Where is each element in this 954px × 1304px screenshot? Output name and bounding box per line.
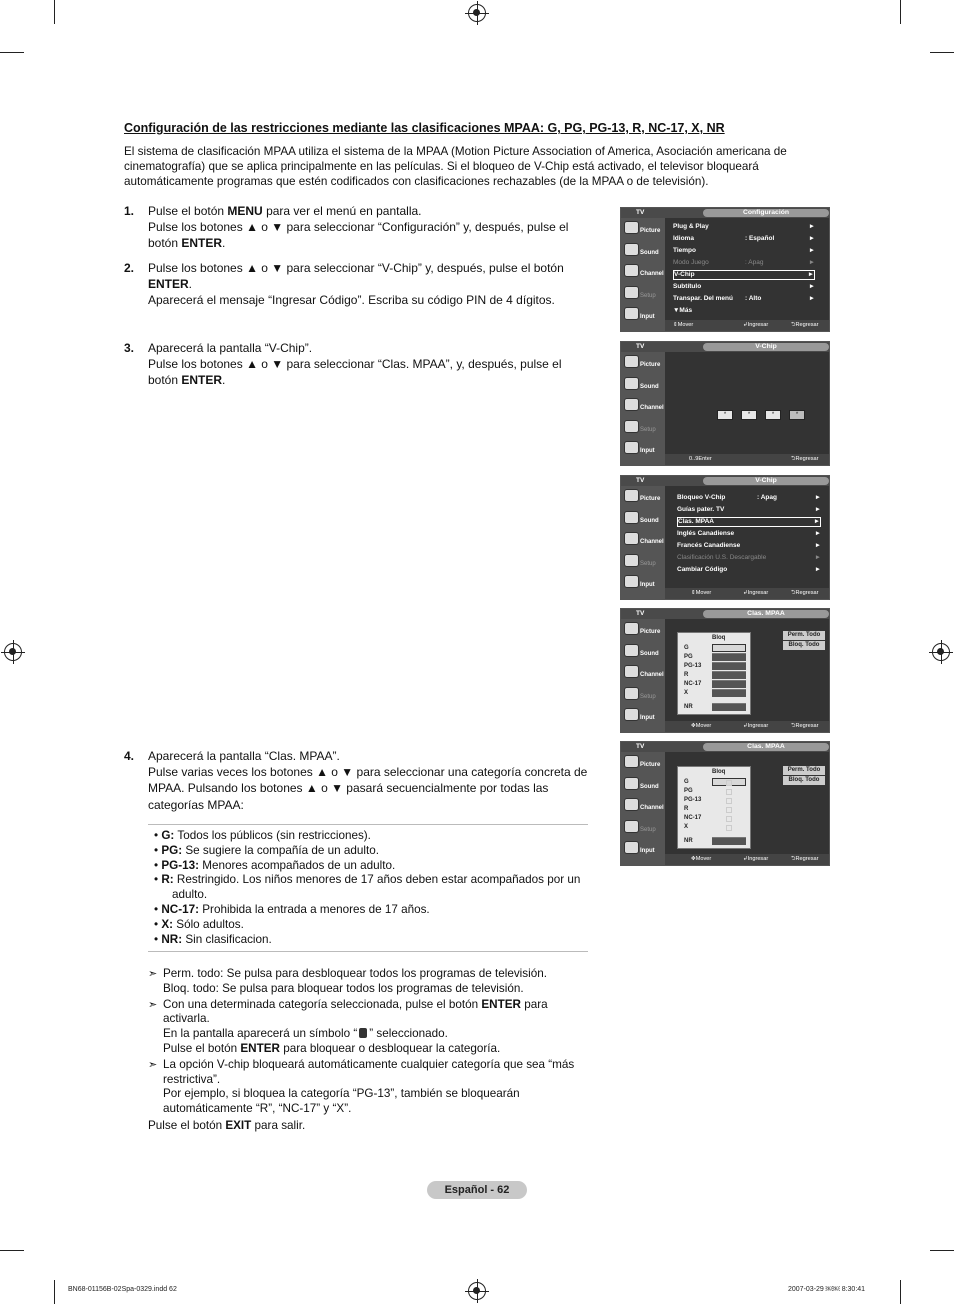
- osd-footer: 0..9 Enter PIN ⮌ Regresar: [665, 454, 829, 465]
- osd-menu-body: [665, 218, 829, 331]
- crop-mark: [54, 0, 55, 24]
- lock-icon: [359, 1028, 367, 1038]
- input-icon: [624, 307, 639, 320]
- pin-digit: *: [789, 410, 805, 420]
- sound-icon: [624, 243, 639, 256]
- step-4-line-2: Pulse varias veces los botones ▲ o ▼ para seleccionar una categoría concreta de MPAA. Pulsando los botones ▲ o ▼ pasará secuencialmente por todas las categorías MPAA:: [148, 765, 588, 812]
- osd-screen-configuracion: [620, 207, 830, 332]
- osd-menu-title: Clas. MPAA: [703, 610, 829, 618]
- osd-menu-title: Clas. MPAA: [703, 743, 829, 751]
- crop-mark: [900, 0, 901, 24]
- note-arrow-icon: ➣: [148, 968, 158, 980]
- exit-instruction: Pulse el botón EXIT para salir.: [148, 1118, 306, 1132]
- lock-icon: [726, 789, 732, 795]
- osd-menu-title: Configuración: [703, 209, 829, 217]
- lock-icon: [726, 816, 732, 822]
- osd-menu-title: V-Chip: [703, 477, 829, 485]
- rating-item: • PG: Se sugiere la compañía de un adulto.: [154, 843, 379, 857]
- osd-tv-label: TV: [636, 209, 645, 216]
- perm-todo-option: Perm. Todo: [783, 766, 825, 775]
- bloq-todo-option: Bloq. Todo: [783, 641, 825, 650]
- osd-sidebar: Picture Sound Channel Setup Input: [621, 619, 665, 732]
- channel-icon: [624, 398, 639, 411]
- lock-icon: [726, 807, 732, 813]
- osd-sidebar-sound: Sound: [621, 240, 665, 262]
- osd-menu-item: Bloqueo V-Chip : Apag ►: [677, 494, 821, 501]
- step-number: 4.: [124, 749, 135, 763]
- osd-menu-item: Guías pater. TV ►: [677, 506, 821, 513]
- osd-menu-item-selected: Clas. MPAA ►: [678, 518, 820, 525]
- footer-timestamp: 2007-03-29 ￼￼ 8:30:41: [788, 1286, 866, 1293]
- picture-icon: [624, 355, 639, 368]
- crop-mark: [930, 52, 954, 53]
- osd-sidebar-setup: Setup: [621, 283, 665, 305]
- rating-item: • G: Todos los públicos (sin restricciones).: [154, 829, 371, 842]
- page-number-badge: Español - 62: [427, 1181, 527, 1199]
- note-item: ➣ La opción V-chip bloqueará automáticamente cualquier categoría que sea “más restrictiva”. Por ejemplo, si bloquea la categoría “PG-13”, también se bloquearán automáticamente “R”, “NC-17” y “X”.: [148, 1057, 575, 1116]
- step-2-line-2: Aparecerá el mensaje “Ingresar Código”. Escriba su código PIN de 4 dígitos.: [148, 293, 555, 308]
- step-2-line-1: Pulse los botones ▲ o ▼ para seleccionar “V-Chip” y, después, pulse el botón ENTER.: [148, 261, 564, 292]
- osd-screen-vchip-pin: TV V-Chip Picture Sound Channel Setup Input * * * * 0..9 Enter PIN ⮌ Regresar: [620, 341, 830, 466]
- step-1-line-2: Pulse los botones ▲ o ▼ para seleccionar “Configuración” y, después, pulse el botón ENTER.: [148, 220, 569, 251]
- osd-menu-item: Subtítulo ►: [673, 283, 815, 290]
- osd-menu-item: Cambiar Código ►: [677, 566, 821, 573]
- rating-item: • NC-17: Prohibida la entrada a menores de 17 años.: [154, 902, 430, 916]
- notes: [148, 967, 588, 1145]
- osd-menu-body: [665, 486, 829, 599]
- pin-digit: *: [741, 410, 757, 420]
- ratings-box: [148, 824, 588, 952]
- registration-mark-icon: [468, 4, 486, 22]
- pin-digit: *: [765, 410, 781, 420]
- osd-sidebar: Picture Sound Channel Setup Input: [621, 352, 665, 465]
- osd-menu-item: Modo Juego : Apag ►: [673, 259, 815, 266]
- note-item: ➣ Con una determinada categoría seleccionada, pulse el botón ENTER para activarla. En la pantalla aparecerá un símbolo “ ” seleccionado. Pulse el botón ENTER para bloquear o desbloquear la categoría.: [148, 997, 548, 1055]
- osd-menu-item: Plug & Play ►: [673, 223, 815, 230]
- picture-icon: [624, 622, 639, 635]
- osd-menu-item: Transpar. Del menú : Alto ►: [673, 295, 815, 302]
- input-icon: [624, 441, 639, 454]
- rating-table: Bloq G PG PG-13 R NC-17 X NR: [677, 632, 751, 715]
- step-3: [124, 340, 594, 389]
- registration-mark-icon: [932, 643, 950, 661]
- osd-screen-clas-mpaa-locks: TV Clas. MPAA Picture Sound Channel Setup Input Bloq G PG PG-13 R NC-17 X NR Perm. Todo Bloq. Todo ✥ Mover ↲ Ingresar ⮌ Regresar: [620, 741, 830, 866]
- input-icon: [624, 708, 639, 721]
- osd-menu-body: [665, 619, 829, 732]
- sound-icon: [624, 377, 639, 390]
- step-1: [124, 203, 594, 252]
- setup-icon: [624, 420, 639, 433]
- lock-icon: [726, 798, 732, 804]
- osd-menu-body: [665, 752, 829, 865]
- osd-footer: ✥ Mover ↲ Ingresar ⮌ Regresar: [665, 854, 829, 865]
- setup-icon: [624, 554, 639, 567]
- step-3-line-1: Aparecerá la pantalla “V-Chip”.: [148, 341, 313, 355]
- osd-menu-item: Clasificación U.S. Descargable ►: [677, 554, 821, 561]
- osd-menu-body: [665, 352, 829, 465]
- rating-item: • NR: Sin clasificacion.: [154, 932, 272, 946]
- input-icon: [624, 575, 639, 588]
- sound-icon: [624, 511, 639, 524]
- step-number: 3.: [124, 341, 135, 355]
- intro-paragraph: El sistema de clasificación MPAA utiliza el sistema de la MPAA (Motion Picture Association of America, Asociación americana de cinematografía) que se aplica principalmente en las películas. Si el bloqueo de V-Chip está activado, el televisor bloqueará automáticamente programas que estén codificados con clasificaciones rechazables (de la MPAA o de televisión).: [124, 145, 787, 188]
- osd-screen-clas-mpaa: TV Clas. MPAA Picture Sound Channel Setup Input Bloq G PG PG-13 R NC-17 X NR Perm. Todo Bloq. Todo ✥ Mover ↲ Ingresar ⮌ Regresar: [620, 608, 830, 733]
- crop-mark: [900, 1280, 901, 1304]
- rating-table: Bloq G PG PG-13 R NC-17 X NR: [677, 766, 751, 849]
- osd-footer: ⇕ Mover ↲ Ingresar ⮌ Regresar: [665, 588, 829, 599]
- picture-icon: [624, 489, 639, 502]
- channel-icon: [624, 665, 639, 678]
- perm-todo-option: Perm. Todo: [783, 631, 825, 640]
- osd-menu-item: Francés Canadiense ►: [677, 542, 821, 549]
- picture-icon: [624, 755, 639, 768]
- osd-menu-item: Inglés Canadiense ►: [677, 530, 821, 537]
- osd-footer: ⇕ Mover ↲ Ingresar ⮌ Regresar: [665, 320, 829, 331]
- sound-icon: [624, 777, 639, 790]
- note-item: ➣ Perm. todo: Se pulsa para desbloquear todos los programas de televisión. Bloq. todo: Se pulsa para bloquear todos los programas de televisión.: [148, 967, 547, 995]
- picture-icon: [624, 221, 639, 234]
- osd-sidebar-picture: Picture: [621, 218, 665, 240]
- osd-menu-title: V-Chip: [703, 343, 829, 351]
- osd-sidebar: Picture Sound Channel Setup Input: [621, 486, 665, 599]
- crop-mark: [0, 52, 24, 53]
- osd-menu-item-selected: V-Chip ►: [674, 271, 814, 278]
- lock-icon: [726, 780, 732, 786]
- osd-menu-item: Tiempo ►: [673, 247, 815, 254]
- crop-mark: [0, 1250, 24, 1251]
- step-number: 1.: [124, 204, 135, 218]
- osd-sidebar: [621, 218, 665, 331]
- note-arrow-icon: ➣: [148, 998, 158, 1011]
- channel-icon: [624, 532, 639, 545]
- rating-item: • X: Sólo adultos.: [154, 917, 244, 931]
- step-1-line-1: Pulse el botón MENU para ver el menú en pantalla.: [148, 204, 422, 218]
- bloq-todo-option: Bloq. Todo: [783, 776, 825, 785]
- lock-icon: [726, 825, 732, 831]
- osd-screen-vchip-menu: TV V-Chip Picture Sound Channel Setup Input Bloqueo V-Chip : Apag ► Guías pater. TV ► Clas. MPAA ► Inglés Canadiense ► Francés Canadiense ► Clasificación U.S. Descargable ► Cambiar Código ► ⇕ Mover ↲ Ingresar ⮌ Regresar: [620, 475, 830, 600]
- input-icon: [624, 841, 639, 854]
- setup-icon: [624, 820, 639, 833]
- section-title: Configuración de las restricciones mediante las clasificaciones MPAA: G, PG, PG-13, R, NC-17, X, NR: [124, 121, 725, 135]
- footer-file-info: BN68-01156B-02Spa-0329.indd 62: [68, 1286, 177, 1293]
- step-4-line-1: Aparecerá la pantalla “Clas. MPAA”.: [148, 749, 340, 763]
- osd-sidebar-channel: Channel: [621, 261, 665, 283]
- setup-icon: [624, 286, 639, 299]
- osd-menu-item: Idioma : Español ►: [673, 235, 815, 242]
- note-arrow-icon: ➣: [148, 1058, 158, 1071]
- rating-item: • PG-13: Menores acompañados de un adulto.: [154, 858, 396, 872]
- registration-mark-icon: [468, 1282, 486, 1300]
- osd-footer: ✥ Mover ↲ Ingresar ⮌ Regresar: [665, 721, 829, 732]
- step-3-line-2: Pulse los botones ▲ o ▼ para seleccionar “Clas. MPAA”, y, después, pulse el botón ENTER.: [148, 357, 562, 388]
- step-2: [124, 260, 594, 309]
- crop-mark: [54, 1280, 55, 1304]
- step-number: 2.: [124, 261, 135, 275]
- osd-menu-item: ▼Más: [673, 307, 693, 314]
- registration-mark-icon: [4, 643, 22, 661]
- sound-icon: [624, 644, 639, 657]
- rating-item: • R: Restringido. Los niños menores de 17 años deben estar acompañados por un adulto.: [154, 873, 581, 902]
- setup-icon: [624, 687, 639, 700]
- channel-icon: [624, 798, 639, 811]
- channel-icon: [624, 264, 639, 277]
- step-4: [124, 748, 594, 813]
- crop-mark: [930, 1250, 954, 1251]
- osd-sidebar-input: Input: [621, 304, 665, 326]
- osd-sidebar: Picture Sound Channel Setup Input: [621, 752, 665, 865]
- pin-digit: *: [717, 410, 733, 420]
